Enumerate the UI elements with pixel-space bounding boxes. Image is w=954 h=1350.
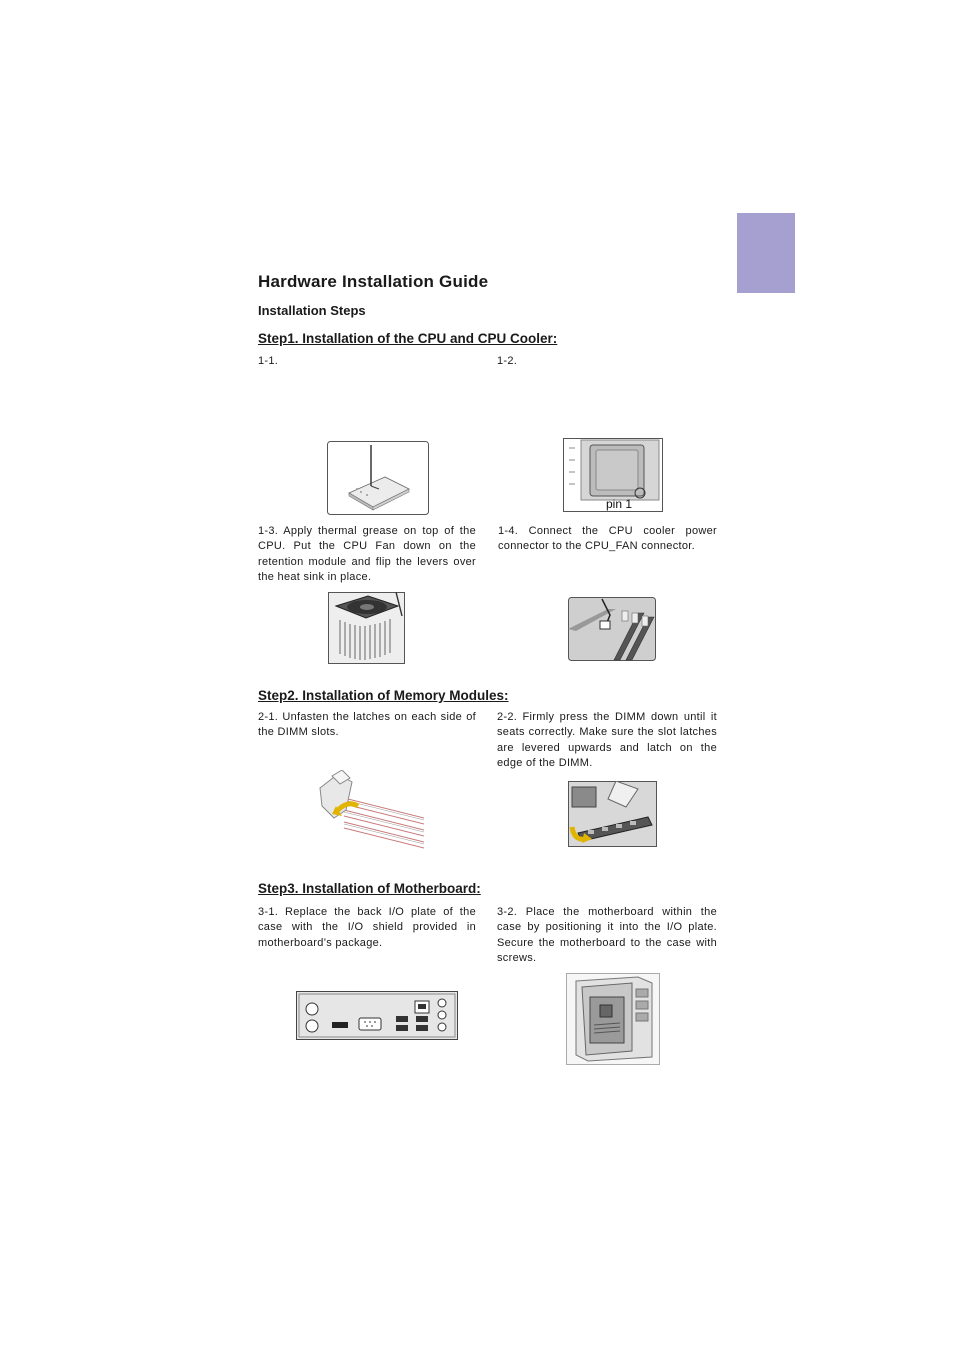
step-1-1-text: 1-1. <box>258 355 279 367</box>
step1-heading: Step1. Installation of the CPU and CPU Cooler: <box>258 331 558 346</box>
step-3-2-text: 3-2. Place the motherboard within the case by positioning it into the I/O plate. Secure the motherboard to the case with screws. <box>497 906 717 964</box>
dimm-insert-illustration <box>568 781 657 847</box>
step-2-2-text: 2-2. Firmly press the DIMM down until it seats correctly. Make sure the slot latches are levered upwards and latch on the edge of the DIMM. <box>497 711 717 769</box>
cpu-placement-illustration <box>563 438 663 512</box>
section-subtitle: Installation Steps <box>258 303 366 318</box>
step-1-4-text: 1-4. Connect the CPU cooler power connector to the CPU_FAN connector. <box>498 525 717 553</box>
chapter-tab <box>737 213 795 293</box>
io-shield-illustration <box>296 991 458 1040</box>
step-1-3-text: 1-3. Apply thermal grease on top of the CPU. Put the CPU Fan down on the retention module and flip the levers over the heat sink in place. <box>258 525 476 583</box>
pin-1-label: pin 1 <box>606 497 633 511</box>
fan-connector-illustration <box>568 597 656 661</box>
step3-heading: Step3. Installation of Motherboard: <box>258 881 481 896</box>
page-title: Hardware Installation Guide <box>258 272 489 291</box>
step-3-1-text: 3-1. Replace the back I/O plate of the case with the I/O shield provided in motherboard’s package. <box>258 906 476 949</box>
step2-heading: Step2. Installation of Memory Modules: <box>258 688 509 703</box>
cpu-cooler-illustration <box>328 592 405 664</box>
case-install-illustration <box>566 973 660 1065</box>
dimm-latch-illustration <box>316 770 424 849</box>
step-2-1-text: 2-1. Unfasten the latches on each side of the DIMM slots. <box>258 711 476 739</box>
cpu-socket-lever-illustration <box>327 441 429 515</box>
step-1-2-text: 1-2. <box>497 355 518 367</box>
